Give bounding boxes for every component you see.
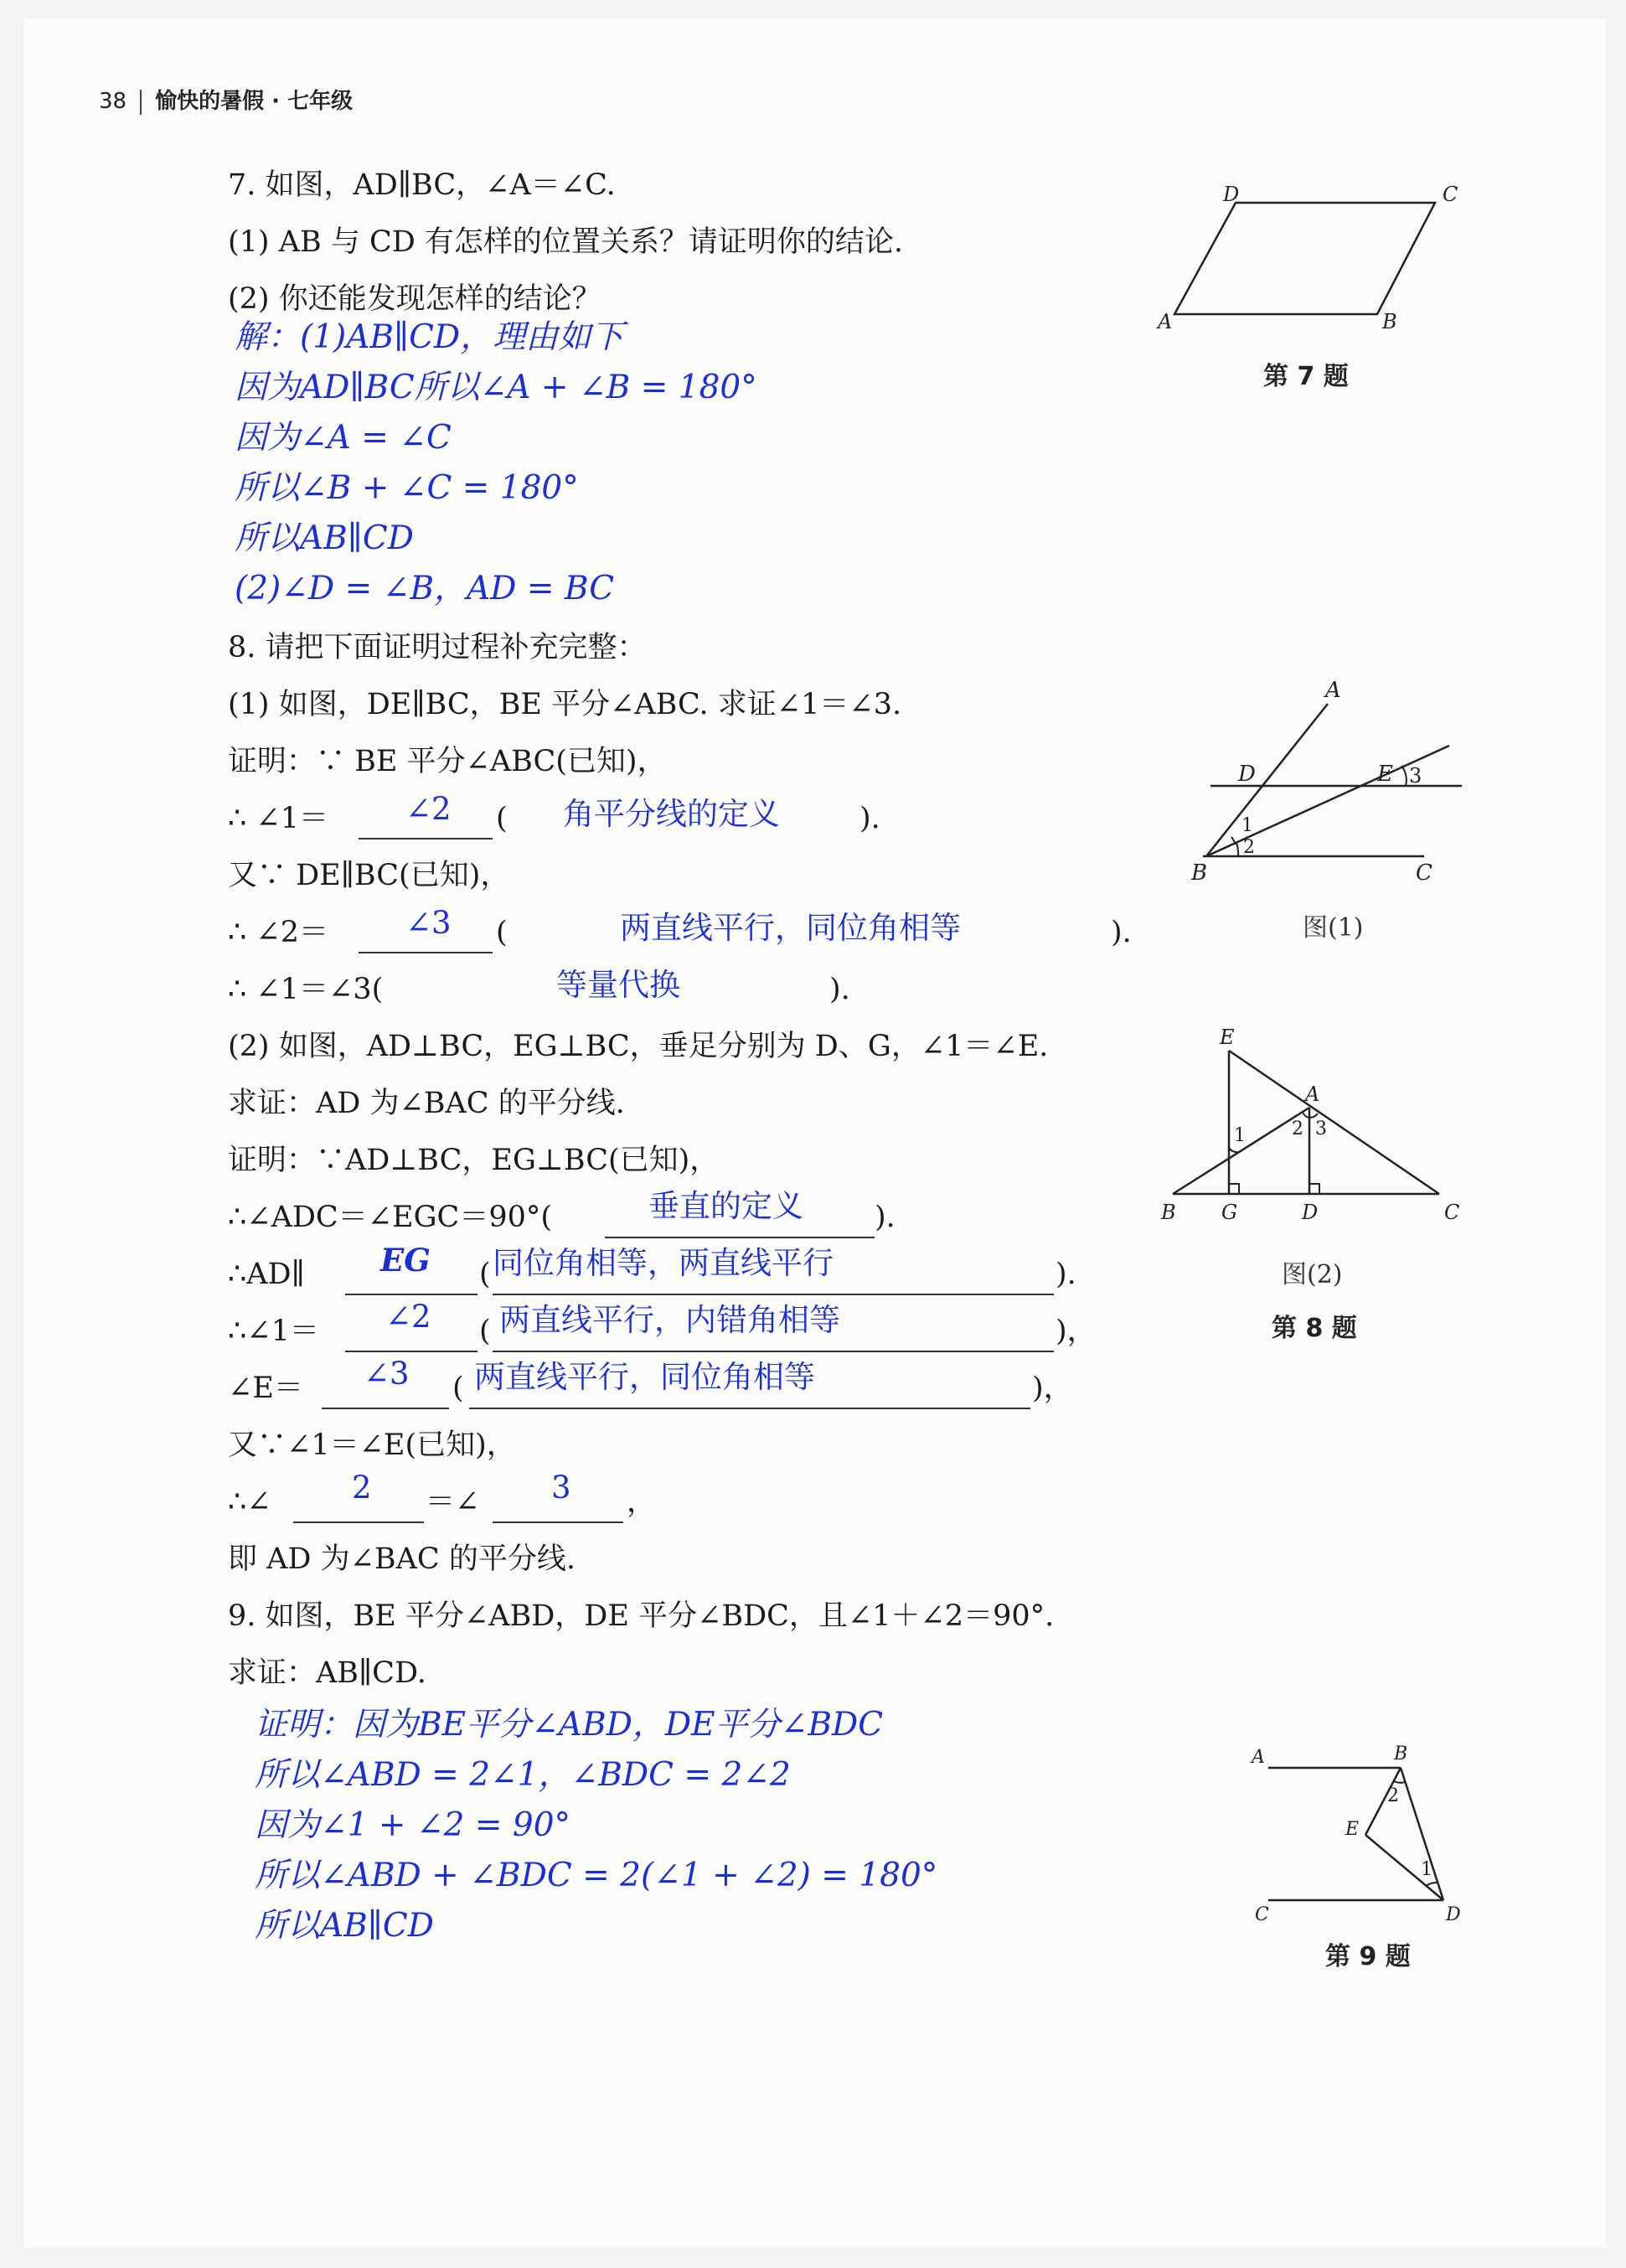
q8-p2-problem: (2) 如图，AD⊥BC，EG⊥BC，垂足分别为 D、G，∠1＝∠E. [228,1030,1049,1063]
line-BA [1173,1108,1309,1194]
label-C: C [1443,183,1458,206]
angle-2-arc [1236,843,1238,856]
q8-p1-reason-3: 等量代换 [556,967,680,1003]
label-A: A [1252,1747,1265,1768]
right-angle-G [1229,1184,1239,1194]
paren-close: ). [829,973,850,1006]
label-3: 3 [1409,764,1422,788]
label-D: D [1446,1904,1461,1925]
q9-stem: 9. 如图，BE 平分∠ABD，DE 平分∠BDC，且∠1＋∠2＝90°. [228,1599,1055,1633]
book-title: 愉快的暑假 · 七年级 [155,89,354,114]
label-E: E [1345,1819,1360,1840]
angle-3-arc [1401,766,1407,786]
q8-p2-blank-4b [493,1349,1054,1352]
q8-figure-2 [1156,1026,1474,1240]
q9-caption: 第 9 题 [1325,1942,1411,1971]
q8-p2-reason-1: 垂直的定义 [648,1188,803,1224]
paren-close: )， [1032,1372,1073,1405]
paren-open: ( [496,916,508,949]
q9-answer-line: 所以∠ABD = 2∠1，∠BDC = 2∠2 [255,1756,791,1794]
q8-p2-line8: 即 AD 为∠BAC 的平分线. [228,1542,576,1576]
label-1: 1 [1234,1125,1246,1146]
q8-p2-fill-7b: 3 [551,1470,571,1506]
paren-close: ). [859,802,880,835]
q8-p1-reason-1: 角平分线的定义 [563,796,780,832]
q9-goal: 求证：AB∥CD. [228,1656,426,1690]
label-1: 1 [1421,1859,1432,1880]
q7-answer-line: 所以∠B + ∠C = 180° [235,469,579,507]
q8-stem: 8. 请把下面证明过程补充完整： [228,631,647,664]
comma: ， [627,1485,657,1519]
paren-close: ). [1111,916,1132,949]
q8-p2-blank-3a [345,1292,477,1295]
label-D: D [1238,762,1256,787]
paren-close: ). [875,1201,896,1234]
label-G: G [1221,1201,1238,1224]
q7-stem: 7. 如图，AD∥BC，∠A＝∠C. [228,168,616,202]
q8-p2-blank-5b [469,1406,1030,1409]
page-number: 38 [99,89,127,114]
label-2: 2 [1292,1119,1303,1139]
q8-p2-blank-7b [493,1520,623,1523]
label-E: E [1220,1026,1235,1049]
q8-p2-line6: 又∵∠1＝∠E(已知)， [228,1428,516,1462]
q8-p2-blank-3b [493,1292,1054,1295]
q8-p1-line4-prefix: ∴ ∠2＝ [228,916,328,949]
q8-caption: 第 8 题 [1272,1314,1357,1343]
angle-1-arc [1229,1148,1239,1152]
label-B: B [1394,1744,1408,1764]
q8-p2-reason-3: 两直线平行，内错角相等 [499,1302,840,1338]
angle-2-arc [1394,1781,1405,1783]
label-1: 1 [1241,815,1253,836]
q8-p2-line7-mid: ＝∠ [426,1485,480,1519]
q8-p1-line2-prefix: ∴ ∠1＝ [228,802,328,835]
q8-p2-reason-4: 两直线平行，同位角相等 [474,1359,815,1395]
q8-p2-line1: 证明：∵AD⊥BC，EG⊥BC(已知)， [228,1144,720,1177]
q8-figure-1-caption: 图(1) [1303,913,1364,943]
label-A: A [1158,310,1173,333]
right-angle-D [1309,1184,1319,1194]
label-2: 2 [1243,837,1255,858]
q7-part2: (2) 你还能发现怎样的结论？ [228,282,601,316]
q8-p2-line2-prefix: ∴∠ADC＝∠EGC＝90°( [228,1201,553,1234]
q8-p1-blank-1 [359,836,493,840]
paren-close: )， [1056,1315,1097,1348]
label-D: D [1223,183,1240,206]
header-divider [140,90,142,115]
label-A: A [1325,678,1341,703]
q7-caption: 第 7 题 [1263,362,1349,391]
q9-answer-line: 证明：因为BE平分∠ABD，DE平分∠BDC [255,1706,884,1744]
q8-figure-1 [1173,679,1491,922]
q8-p2-blank-7a [293,1520,424,1523]
q8-p1-fill-2: ∠3 [405,905,452,941]
q9-answer-line: 因为∠1 + ∠2 = 90° [255,1806,571,1844]
q8-figure-2-caption: 图(2) [1282,1260,1343,1289]
q9-answer-line: 所以∠ABD + ∠BDC = 2(∠1 + ∠2) = 180° [255,1857,938,1894]
q9-figure [1240,1734,1483,1925]
angle-1-arc [1426,1883,1438,1886]
label-C: C [1444,1201,1460,1224]
label-2: 2 [1387,1785,1399,1806]
q7-answer-line: 因为AD∥BC所以∠A + ∠B = 180° [235,369,757,406]
q8-p2-fill-5: ∠3 [364,1356,410,1392]
line-EC [1229,1051,1439,1194]
q8-p2-fill-4: ∠2 [385,1299,431,1335]
q8-p2-reason-2: 同位角相等，两直线平行 [493,1245,834,1281]
q8-p1-line3: 又∵ DE∥BC(已知)， [228,859,510,892]
paren-open: ( [479,1258,491,1291]
label-B: B [1382,310,1397,333]
q7-answer-line: 所以AB∥CD [235,519,414,557]
label-E: E [1377,762,1393,787]
q8-p1-problem: (1) 如图，DE∥BC，BE 平分∠ABC. 求证∠1＝∠3. [228,688,902,721]
q8-p2-fill-3: EG [380,1242,431,1279]
q8-p1-reason-2: 两直线平行，同位角相等 [620,910,961,946]
label-C: C [1255,1904,1269,1925]
label-B: B [1191,860,1208,886]
q8-p2-blank-line2 [605,1235,875,1238]
q8-p2-line4-prefix: ∴∠1＝ [228,1315,319,1348]
q8-p2-fill-7a: 2 [352,1470,372,1506]
paren-open: ( [496,802,508,835]
q7-parallelogram-figure [1139,184,1474,344]
paren-open: ( [452,1372,464,1405]
q8-p1-blank-2 [359,950,493,953]
line-BD [1401,1768,1443,1900]
q7-answer-line: 因为∠A = ∠C [235,419,452,457]
line-BA [1206,704,1328,856]
q8-p1-line5-prefix: ∴ ∠1＝∠3( [228,973,384,1006]
q7-part1: (1) AB 与 CD 有怎样的位置关系？请证明你的结论. [228,225,904,259]
q8-p2-line7-prefix: ∴∠ [228,1485,271,1519]
angle-3-arc [1309,1113,1318,1118]
q8-p1-fill-1: ∠2 [405,791,452,827]
q8-p2-blank-4a [345,1349,477,1352]
q8-p2-line3-prefix: ∴AD∥ [228,1258,305,1291]
paren-open: ( [479,1315,491,1348]
label-C: C [1416,860,1432,886]
label-3: 3 [1315,1119,1327,1139]
page-header [99,84,353,115]
paren-close: ). [1056,1258,1076,1291]
q8-p2-blank-5a [322,1406,449,1409]
q8-p2-goal: 求证：AD 为∠BAC 的平分线. [228,1087,625,1120]
q7-answer-line: (2)∠D = ∠B，AD = BC [235,570,615,607]
q7-answer-line: 解：(1)AB∥CD，理由如下 [235,318,624,356]
label-D: D [1302,1201,1319,1224]
label-A: A [1305,1082,1320,1106]
label-B: B [1161,1201,1176,1224]
q8-p2-line5-prefix: ∠E＝ [228,1372,303,1405]
q8-p1-line1: 证明：∵ BE 平分∠ABC(已知)， [228,745,667,778]
parallelogram-shape [1174,203,1435,314]
q9-answer-line: 所以AB∥CD [255,1907,434,1945]
